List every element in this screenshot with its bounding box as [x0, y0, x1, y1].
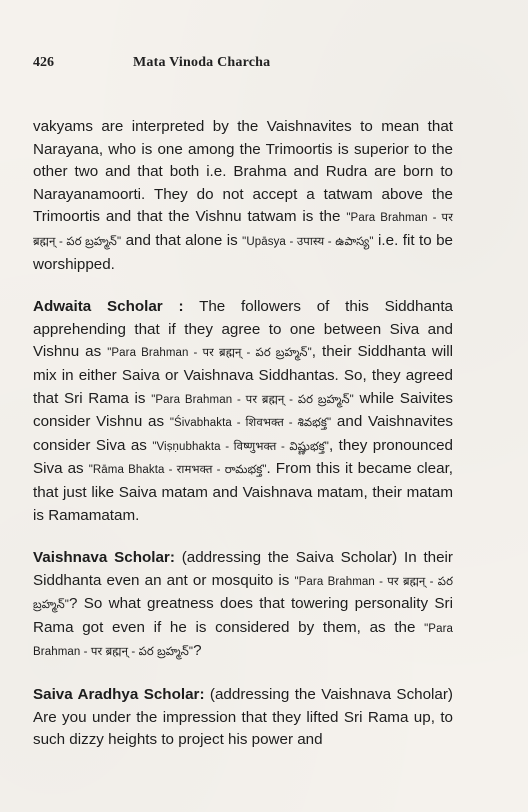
text-segment: The followers of this Siddhanta apprehending that if they agree to one between Siva and Vishnu as — [33, 298, 453, 361]
term-transliteration: "Para Brahman - पर ब्रह्मन् - పర బ్రహ్మన్" — [151, 393, 354, 406]
text-segment: while Saivites consider Vishnu as — [33, 389, 453, 431]
speaker-label: Adwaita Scholar : — [33, 298, 184, 316]
text-segment: (addressing the Saiva Scholar) In their Siddhanta even an ant or mosquito is — [33, 549, 453, 589]
term-transliteration: "Rāma Bhakta - रामभक्त - రామభక్త" — [88, 464, 267, 477]
text-segment: ? So what greatness does that towering personality Sri Rama got even if he is considered by them, as the — [33, 595, 453, 636]
paragraph — [33, 684, 453, 752]
term-transliteration: "Upāsya - उपास्य - ఉపాస్య" — [242, 235, 374, 248]
text-segment: ? — [193, 642, 202, 660]
speaker-label: Vaishnava Scholar: — [33, 549, 175, 567]
term-transliteration: "Para Brahman - पर ब्रह्मन् - పర బ్రహ్మన్" — [33, 212, 453, 248]
term-transliteration: "Para Brahman - पर ब्रह्मन् - పర బ్రహ్మన్" — [107, 347, 312, 360]
text-segment: and Vaishnavites consider Siva as — [33, 413, 453, 454]
term-transliteration: "Viṣṇubhakta - विष्णुभक्त - విష్ణుభక్త" — [152, 440, 329, 453]
term-transliteration: "Śivabhakta - शिवभक्त - శివభక్త" — [169, 417, 332, 430]
paragraph — [33, 116, 453, 276]
running-title: Mata Vinoda Charcha — [133, 55, 271, 70]
text-segment: , their Siddhanta will mix in either Saiva or Vaishnava Siddhantas. So, they agreed that Sri Rama is — [33, 343, 453, 407]
paragraph — [33, 296, 453, 527]
text-segment: , they pronounced Siva as — [33, 436, 453, 478]
page-header — [33, 55, 498, 77]
text-segment: . From this it became clear, that just like Saiva matam and Vaishnava matam, their matam is Ramamatam. — [33, 460, 454, 524]
body-text — [33, 116, 453, 752]
text-segment: (addressing the Vaishnava Scholar) Are you under the impression that they lifted Sri Rama up, to such dizzy heights to project his power and — [33, 686, 453, 749]
text-segment: i.e. fit to be worshipped. — [33, 231, 453, 273]
paragraph — [33, 547, 453, 664]
term-transliteration: "Para Brahman - पर ब्रह्मन् - పర బ్రహ్మన్" — [33, 575, 453, 612]
text-segment: vakyams are interpreted by the Vaishnavites to mean that Narayana, who is one among the Trimoortis is superior to the other two and that both i.e. Brahma and Rudra are born to Narayanamoorti. They do not accept a tatwam above the Trimoortis and that the Vishnu tatwam is the — [33, 118, 453, 226]
page-number: 426 — [33, 55, 54, 70]
term-transliteration: "Para Brahman - पर ब्रह्मन् - పర బ్రహ్మన్" — [33, 622, 453, 659]
speaker-label: Saiva Aradhya Scholar: — [33, 686, 205, 704]
text-segment: and that alone is — [121, 231, 243, 249]
